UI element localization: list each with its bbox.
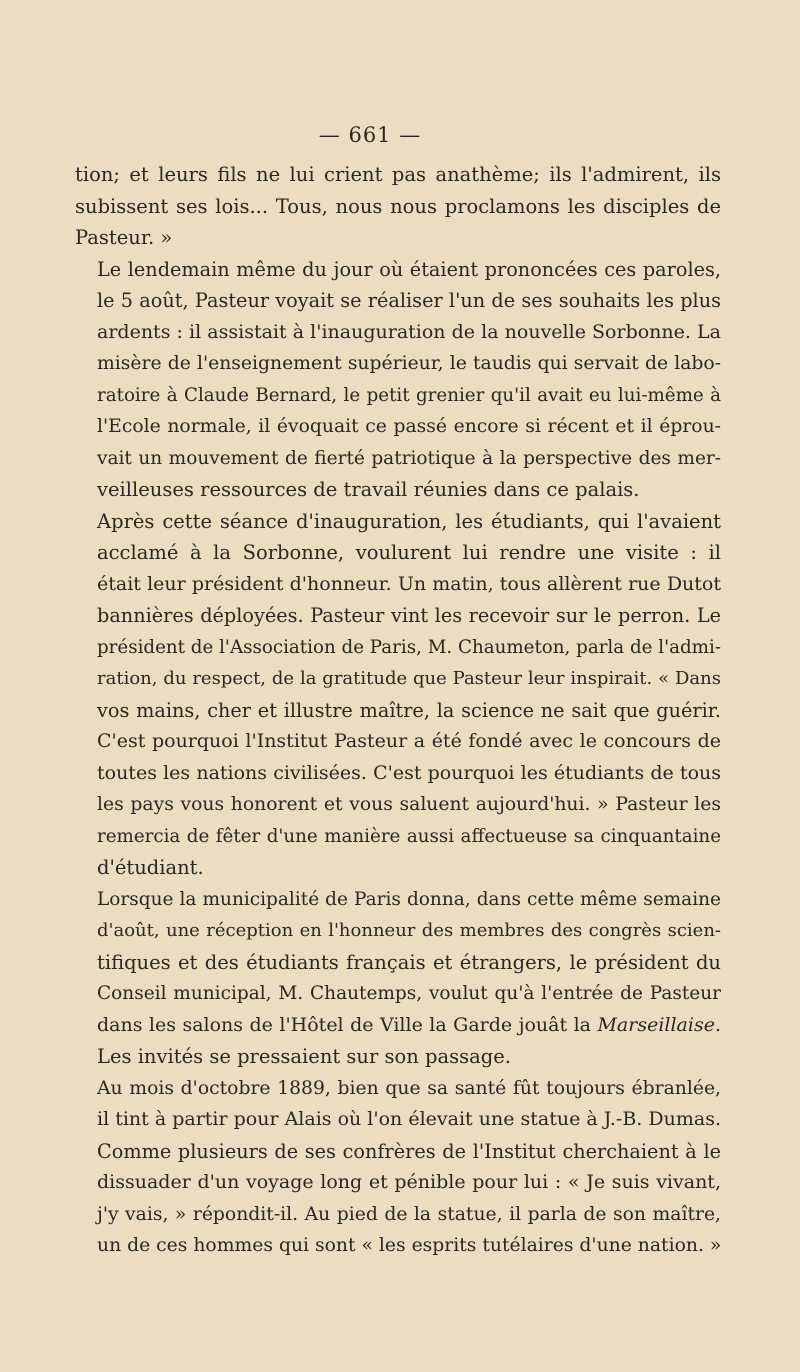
text-line: ratoire à Claude Bernard, le petit grenier qu'il avait eu lui-même à	[97, 384, 721, 406]
text-line: tifiques et des étudiants français et étrangers, le président du	[97, 950, 721, 974]
text-line: président de l'Association de Paris, M. Chaumeton, parla de l'admi-	[97, 636, 721, 658]
text-line: Le lendemain même du jour où étaient prononcées ces paroles,	[97, 257, 721, 281]
paragraph	[75, 1073, 721, 1262]
paragraph	[75, 159, 721, 254]
text-line: un de ces hommes qui sont « les esprits tutélaires d'une nation. »	[97, 1235, 722, 1256]
text-line: d'étudiant.	[97, 856, 204, 879]
text-line: bannières déployées. Pasteur vint les recevoir sur le perron. Le	[97, 604, 721, 627]
text-line: tion; et leurs fils ne lui crient pas anathème; ils l'admirent, ils	[75, 163, 721, 186]
text-line: il tint à partir pour Alais où l'on élevait une statue à J.-B. Dumas.	[97, 1108, 721, 1130]
text-line: d'août, une réception en l'honneur des membres des congrès scien-	[97, 920, 721, 941]
text-line: remercia de fêter d'une manière aussi affectueuse sa cinquantaine	[97, 825, 721, 847]
text-line: Au mois d'octobre 1889, bien que sa santé fût toujours ébranlée,	[97, 1077, 721, 1099]
text-line: Après cette séance d'inauguration, les étudiants, qui l'avaient	[97, 509, 721, 533]
text-line: l'Ecole normale, il évoquait ce passé encore si récent et il éprou-	[97, 416, 721, 437]
text-line: ardents : il assistait à l'inauguration de la nouvelle Sorbonne. La	[97, 320, 721, 343]
text-line: misère de l'enseignement supérieur, le taudis qui servait de labo-	[97, 353, 721, 374]
text-line: Conseil municipal, M. Chautemps, voulut qu'à l'entrée de Pasteur	[97, 983, 721, 1004]
text-line: subissent ses lois... Tous, nous nous proclamons les disciples de	[75, 194, 721, 218]
text-line: les pays vous honorent et vous saluent aujourd'hui. » Pasteur les	[97, 794, 721, 815]
body-text	[75, 159, 721, 1262]
paragraph	[75, 884, 721, 1073]
text-line: dans les salons de l'Hôtel de Ville la Garde jouât la Marseillaise.	[97, 1013, 721, 1036]
italic-title: Marseillaise	[597, 1013, 715, 1036]
text-line: le 5 août, Pasteur voyait se réaliser l'un de ses souhaits les plus	[97, 289, 721, 312]
paragraph	[75, 254, 721, 506]
text-line: vos mains, cher et illustre maître, la science ne sait que guérir.	[97, 698, 721, 722]
text-line: vait un mouvement de fierté patriotique à la perspective des mer-	[97, 447, 721, 469]
text-line: ration, du respect, de la gratitude que Pasteur leur inspirait. « Dans	[97, 668, 721, 689]
text-line: C'est pourquoi l'Institut Pasteur a été fondé avec le concours de	[97, 730, 721, 752]
text-line: veilleuses ressources de travail réunies dans ce palais.	[97, 478, 640, 501]
text-line: acclamé à la Sorbonne, voulurent lui rendre une visite : il	[97, 541, 721, 564]
paragraph	[75, 506, 721, 884]
text-line: Les invités se pressaient sur son passage.	[97, 1045, 511, 1068]
text-line: Pasteur. »	[75, 226, 173, 249]
text-line: dissuader d'un voyage long et pénible pour lui : « Je suis vivant,	[97, 1171, 721, 1193]
text-line: toutes les nations civilisées. C'est pourquoi les étudiants de tous	[97, 761, 721, 784]
text-line: Lorsque la municipalité de Paris donna, dans cette même semaine	[97, 888, 721, 910]
text-line: j'y vais, » répondit-il. Au pied de la statue, il parla de son maître,	[97, 1203, 721, 1225]
text-line: Comme plusieurs de ses confrères de l'Institut cherchaient à le	[97, 1139, 721, 1163]
text-line: était leur président d'honneur. Un matin, tous allèrent rue Dutot	[97, 572, 721, 595]
page-number: — 661 —	[318, 123, 422, 147]
